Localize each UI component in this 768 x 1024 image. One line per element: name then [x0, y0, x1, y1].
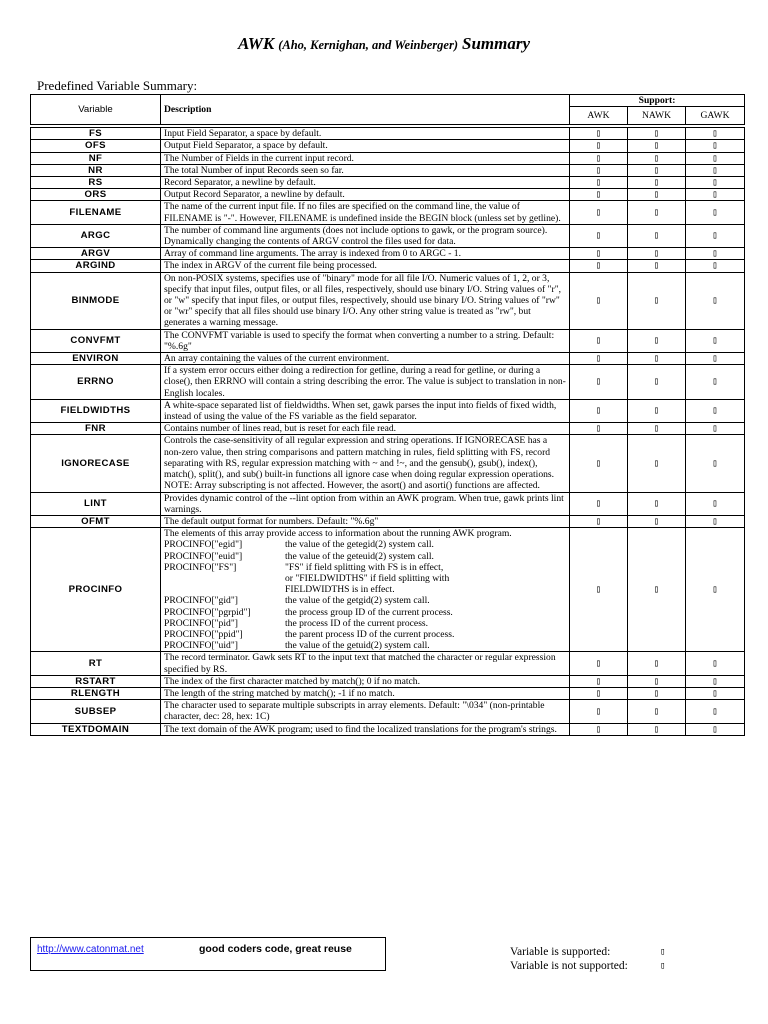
section-subtitle: Predefined Variable Summary:: [37, 78, 198, 93]
awk-support-mark: ▯: [570, 675, 628, 687]
table-row: [31, 675, 745, 687]
variable-description: The character used to separate multiple subscripts in array elements. Default: "\034" (non-printable character, dec: 28, hex: 1C): [161, 700, 570, 723]
awk-support-mark: ▯: [570, 492, 628, 515]
nawk-support-mark: ▯: [628, 248, 686, 260]
variable-description: The default output format for numbers. Default: "%.6g": [161, 515, 570, 527]
awk-support-mark: ▯: [570, 260, 628, 272]
table-row: [31, 140, 745, 152]
variable-description: Record Separator, a newline by default.: [161, 177, 570, 189]
awk-support-mark: ▯: [570, 272, 628, 329]
nawk-column-header: NAWK: [628, 107, 686, 125]
awk-support-mark: ▯: [570, 329, 628, 352]
awk-support-mark: ▯: [570, 700, 628, 723]
procinfo-entry: [164, 618, 566, 629]
table-row: [31, 248, 745, 260]
awk-support-mark: ▯: [570, 723, 628, 735]
variable-name: NR: [31, 164, 161, 176]
gawk-support-mark: ▯: [686, 164, 745, 176]
gawk-support-mark: ▯: [686, 492, 745, 515]
variable-name: NF: [31, 152, 161, 164]
variable-name: RSTART: [31, 675, 161, 687]
gawk-support-mark: ▯: [686, 515, 745, 527]
variable-header: Variable: [31, 95, 161, 125]
nawk-support-mark: ▯: [628, 435, 686, 492]
variable-description: A white-space separated list of fieldwidths. When set, gawk parses the input into fields of fixed width, instead of using the value of the FS variable as the field separator.: [161, 399, 570, 422]
title-summary: Summary: [461, 34, 531, 53]
legend-supported-mark: ▯: [660, 947, 666, 957]
gawk-support-mark: ▯: [686, 140, 745, 152]
variable-name: RS: [31, 177, 161, 189]
procinfo-key: PROCINFO["egid"]: [164, 539, 243, 551]
gawk-support-mark: ▯: [686, 248, 745, 260]
variable-name: FIELDWIDTHS: [31, 399, 161, 422]
procinfo-intro: The elements of this array provide access to information about the running AWK program.: [164, 528, 512, 540]
gawk-support-mark: ▯: [686, 177, 745, 189]
awk-column-header: AWK: [570, 107, 628, 125]
variable-description: Controls the case-sensitivity of all regular expression and string operations. If IGNORECASE has a non-zero value, then string comparisons and pattern matching in rules, field splitting with FS, record separating with RS, regular expression matching with ~ and !~, and the gensub(), gsub(), index(), match(), split(), and sub() built-in functions all ignore case when doing regular expression operations. NOTE: Array subscripting is not affected. However, the asort() and asorti() functions are affected.: [161, 435, 570, 492]
table-row: [31, 423, 745, 435]
description-header: Description: [161, 95, 570, 125]
title-main: AWK: [237, 34, 275, 53]
variable-description: The Number of Fields in the current input record.: [161, 152, 570, 164]
gawk-support-mark: ▯: [686, 435, 745, 492]
awk-support-mark: ▯: [570, 435, 628, 492]
variable-description: Provides dynamic control of the --lint option from within an AWK program. When true, gawk prints lint warnings.: [161, 492, 570, 515]
table-row: [31, 201, 745, 224]
footer-slogan: good coders code, great reuse: [199, 943, 352, 955]
procinfo-key: [164, 584, 285, 595]
table-row: [31, 272, 745, 329]
awk-support-mark: ▯: [570, 528, 628, 652]
nawk-support-mark: ▯: [628, 675, 686, 687]
nawk-support-mark: ▯: [628, 515, 686, 527]
gawk-support-mark: ▯: [686, 224, 745, 247]
gawk-support-mark: ▯: [686, 365, 745, 400]
variable-description: The text domain of the AWK program; used to find the localized translations for the program's strings.: [161, 723, 570, 735]
table-row: [31, 224, 745, 247]
gawk-support-mark: ▯: [686, 423, 745, 435]
awk-support-mark: ▯: [570, 515, 628, 527]
legend-not-supported: [510, 960, 666, 972]
gawk-support-mark: ▯: [686, 528, 745, 652]
procinfo-value: or "FIELDWIDTHS" if field splitting with: [285, 572, 450, 584]
variable-name: ERRNO: [31, 365, 161, 400]
variable-description: Output Record Separator, a newline by default.: [161, 189, 570, 201]
procinfo-entry: [164, 584, 566, 595]
variable-name: FNR: [31, 423, 161, 435]
table-row: [31, 353, 745, 365]
variable-name: ORS: [31, 189, 161, 201]
nawk-support-mark: ▯: [628, 189, 686, 201]
table-row: [31, 435, 745, 492]
variable-description: Input Field Separator, a space by default.: [161, 128, 570, 140]
procinfo-entry: [164, 539, 566, 550]
variable-name: ARGC: [31, 224, 161, 247]
support-header: Support:: [570, 95, 745, 107]
variable-description: The index of the first character matched by match(); 0 if no match.: [161, 675, 570, 687]
table-row: [31, 399, 745, 422]
awk-support-mark: ▯: [570, 353, 628, 365]
table-row: [31, 177, 745, 189]
awk-support-mark: ▯: [570, 189, 628, 201]
gawk-support-mark: ▯: [686, 189, 745, 201]
nawk-support-mark: ▯: [628, 353, 686, 365]
table-row: [31, 687, 745, 699]
awk-support-mark: ▯: [570, 128, 628, 140]
procinfo-entry: [164, 551, 566, 562]
procinfo-key: PROCINFO["uid"]: [164, 640, 238, 652]
table-row: [31, 700, 745, 723]
procinfo-value: the value of the geteuid(2) system call.: [285, 550, 434, 562]
variable-name: LINT: [31, 492, 161, 515]
variable-description: An array containing the values of the current environment.: [161, 353, 570, 365]
nawk-support-mark: ▯: [628, 329, 686, 352]
variable-name: ARGV: [31, 248, 161, 260]
awk-support-mark: ▯: [570, 423, 628, 435]
nawk-support-mark: ▯: [628, 224, 686, 247]
variable-name: ENVIRON: [31, 353, 161, 365]
gawk-support-mark: ▯: [686, 260, 745, 272]
procinfo-key: PROCINFO["pid"]: [164, 617, 238, 629]
procinfo-entry: [164, 573, 566, 584]
awk-support-mark: ▯: [570, 365, 628, 400]
procinfo-value: the process ID of the current process.: [285, 617, 429, 629]
variable-description: The name of the current input file. If no files are specified on the command line, the value of FILENAME is "-". However, FILENAME is undefined inside the BEGIN block (unless set by getline).: [161, 201, 570, 224]
procinfo-entry: [164, 607, 566, 618]
procinfo-key: PROCINFO["pgrpid"]: [164, 606, 251, 618]
page-title: [0, 34, 768, 54]
variable-name: CONVFMT: [31, 329, 161, 352]
nawk-support-mark: ▯: [628, 164, 686, 176]
procinfo-value: the value of the getuid(2) system call.: [285, 640, 430, 652]
gawk-column-header: GAWK: [686, 107, 745, 125]
nawk-support-mark: ▯: [628, 260, 686, 272]
gawk-support-mark: ▯: [686, 652, 745, 675]
title-authors: (Aho, Kernighan, and Weinberger): [278, 38, 458, 52]
variable-description: The total Number of input Records seen so far.: [161, 164, 570, 176]
gawk-support-mark: ▯: [686, 399, 745, 422]
awk-support-mark: ▯: [570, 164, 628, 176]
variable-name: IGNORECASE: [31, 435, 161, 492]
procinfo-value: the parent process ID of the current process.: [285, 628, 455, 640]
procinfo-entry: [164, 640, 566, 651]
nawk-support-mark: ▯: [628, 272, 686, 329]
nawk-support-mark: ▯: [628, 723, 686, 735]
gawk-support-mark: ▯: [686, 272, 745, 329]
nawk-support-mark: ▯: [628, 423, 686, 435]
gawk-support-mark: ▯: [686, 128, 745, 140]
procinfo-value: the process group ID of the current process.: [285, 606, 453, 618]
nawk-support-mark: ▯: [628, 687, 686, 699]
nawk-support-mark: ▯: [628, 152, 686, 164]
gawk-support-mark: ▯: [686, 675, 745, 687]
procinfo-value: the value of the getegid(2) system call.: [285, 539, 434, 551]
awk-support-mark: ▯: [570, 652, 628, 675]
gawk-support-mark: ▯: [686, 353, 745, 365]
variable-name: FS: [31, 128, 161, 140]
variable-name: TEXTDOMAIN: [31, 723, 161, 735]
variable-description: On non-POSIX systems, specifies use of "binary" mode for all file I/O. Numeric values of 1, 2, or 3, specify that input files, output files, or all files, respectively, should use binary I/O. String values of "r", or "w" specify that input files, or output files, respectively, should use binary I/O. String values of "rw" or "wr" specify that all files should use binary I/O. Any other string value is treated as "rw", but generates a warning message.: [161, 272, 570, 329]
variable-name: RLENGTH: [31, 687, 161, 699]
awk-support-mark: ▯: [570, 248, 628, 260]
nawk-support-mark: ▯: [628, 201, 686, 224]
awk-support-mark: ▯: [570, 687, 628, 699]
nawk-support-mark: ▯: [628, 528, 686, 652]
variable-description: The index in ARGV of the current file being processed.: [161, 260, 570, 272]
procinfo-key: PROCINFO["euid"]: [164, 550, 243, 562]
variable-name: FILENAME: [31, 201, 161, 224]
variable-name: SUBSEP: [31, 700, 161, 723]
table-row: [31, 329, 745, 352]
catonmat-link[interactable]: http://www.catonmat.net: [37, 944, 144, 955]
gawk-support-mark: ▯: [686, 687, 745, 699]
awk-support-mark: ▯: [570, 399, 628, 422]
gawk-support-mark: ▯: [686, 201, 745, 224]
variable-description: [161, 528, 570, 652]
table-row: [31, 515, 745, 527]
procinfo-value: FIELDWIDTHS is in effect.: [285, 584, 395, 596]
procinfo-key: PROCINFO["gid"]: [164, 595, 238, 607]
variable-description: The record terminator. Gawk sets RT to the input text that matched the character or regular expression specified by RS.: [161, 652, 570, 675]
gawk-support-mark: ▯: [686, 700, 745, 723]
awk-support-mark: ▯: [570, 201, 628, 224]
procinfo-entry: [164, 562, 566, 573]
nawk-support-mark: ▯: [628, 399, 686, 422]
legend-supported-label: Variable is supported:: [510, 946, 611, 958]
awk-support-mark: ▯: [570, 224, 628, 247]
awk-support-mark: ▯: [570, 140, 628, 152]
legend-not-supported-mark: ▯: [660, 961, 666, 971]
procinfo-key: PROCINFO["FS"]: [164, 561, 237, 573]
table-row: [31, 164, 745, 176]
procinfo-entry: [164, 629, 566, 640]
variable-description: Contains number of lines read, but is reset for each file read.: [161, 423, 570, 435]
table-row: [31, 492, 745, 515]
nawk-support-mark: ▯: [628, 177, 686, 189]
awk-support-mark: ▯: [570, 177, 628, 189]
variable-description: The length of the string matched by match(); -1 if no match.: [161, 687, 570, 699]
nawk-support-mark: ▯: [628, 128, 686, 140]
procinfo-value: "FS" if field splitting with FS is in effect,: [285, 561, 444, 573]
variable-description: Array of command line arguments. The array is indexed from 0 to ARGC - 1.: [161, 248, 570, 260]
nawk-support-mark: ▯: [628, 365, 686, 400]
gawk-support-mark: ▯: [686, 723, 745, 735]
awk-support-mark: ▯: [570, 152, 628, 164]
nawk-support-mark: ▯: [628, 652, 686, 675]
table-row: [31, 528, 745, 652]
table-row: [31, 365, 745, 400]
table-row: [31, 152, 745, 164]
procinfo-value: the value of the getgid(2) system call.: [285, 595, 430, 607]
procinfo-key: [164, 573, 285, 584]
variable-name: ARGIND: [31, 260, 161, 272]
gawk-support-mark: ▯: [686, 152, 745, 164]
variable-description: Output Field Separator, a space by default.: [161, 140, 570, 152]
legend-not-supported-label: Variable is not supported:: [510, 960, 628, 972]
nawk-support-mark: ▯: [628, 700, 686, 723]
variable-name: PROCINFO: [31, 528, 161, 652]
procinfo-key: PROCINFO["ppid"]: [164, 628, 243, 640]
table-row: [31, 652, 745, 675]
footer-box: [30, 937, 386, 971]
procinfo-entry: [164, 595, 566, 606]
gawk-support-mark: ▯: [686, 329, 745, 352]
table-row: [31, 723, 745, 735]
nawk-support-mark: ▯: [628, 140, 686, 152]
variable-description: The number of command line arguments (does not include options to gawk, or the program source). Dynamically changing the contents of ARGV control the files used for data.: [161, 224, 570, 247]
variable-description: The CONVFMT variable is used to specify the format when converting a number to a string. Default: "%.6g": [161, 329, 570, 352]
variable-table: [30, 94, 745, 736]
variable-name: BINMODE: [31, 272, 161, 329]
variable-name: OFS: [31, 140, 161, 152]
table-row: [31, 128, 745, 140]
table-row: [31, 189, 745, 201]
variable-name: OFMT: [31, 515, 161, 527]
legend-supported: [510, 946, 666, 958]
table-row: [31, 260, 745, 272]
nawk-support-mark: ▯: [628, 492, 686, 515]
variable-name: RT: [31, 652, 161, 675]
variable-description: If a system error occurs either doing a redirection for getline, during a read for getline, or during a close(), then ERRNO will contain a string describing the error. The value is subject to translation in non-English locales.: [161, 365, 570, 400]
